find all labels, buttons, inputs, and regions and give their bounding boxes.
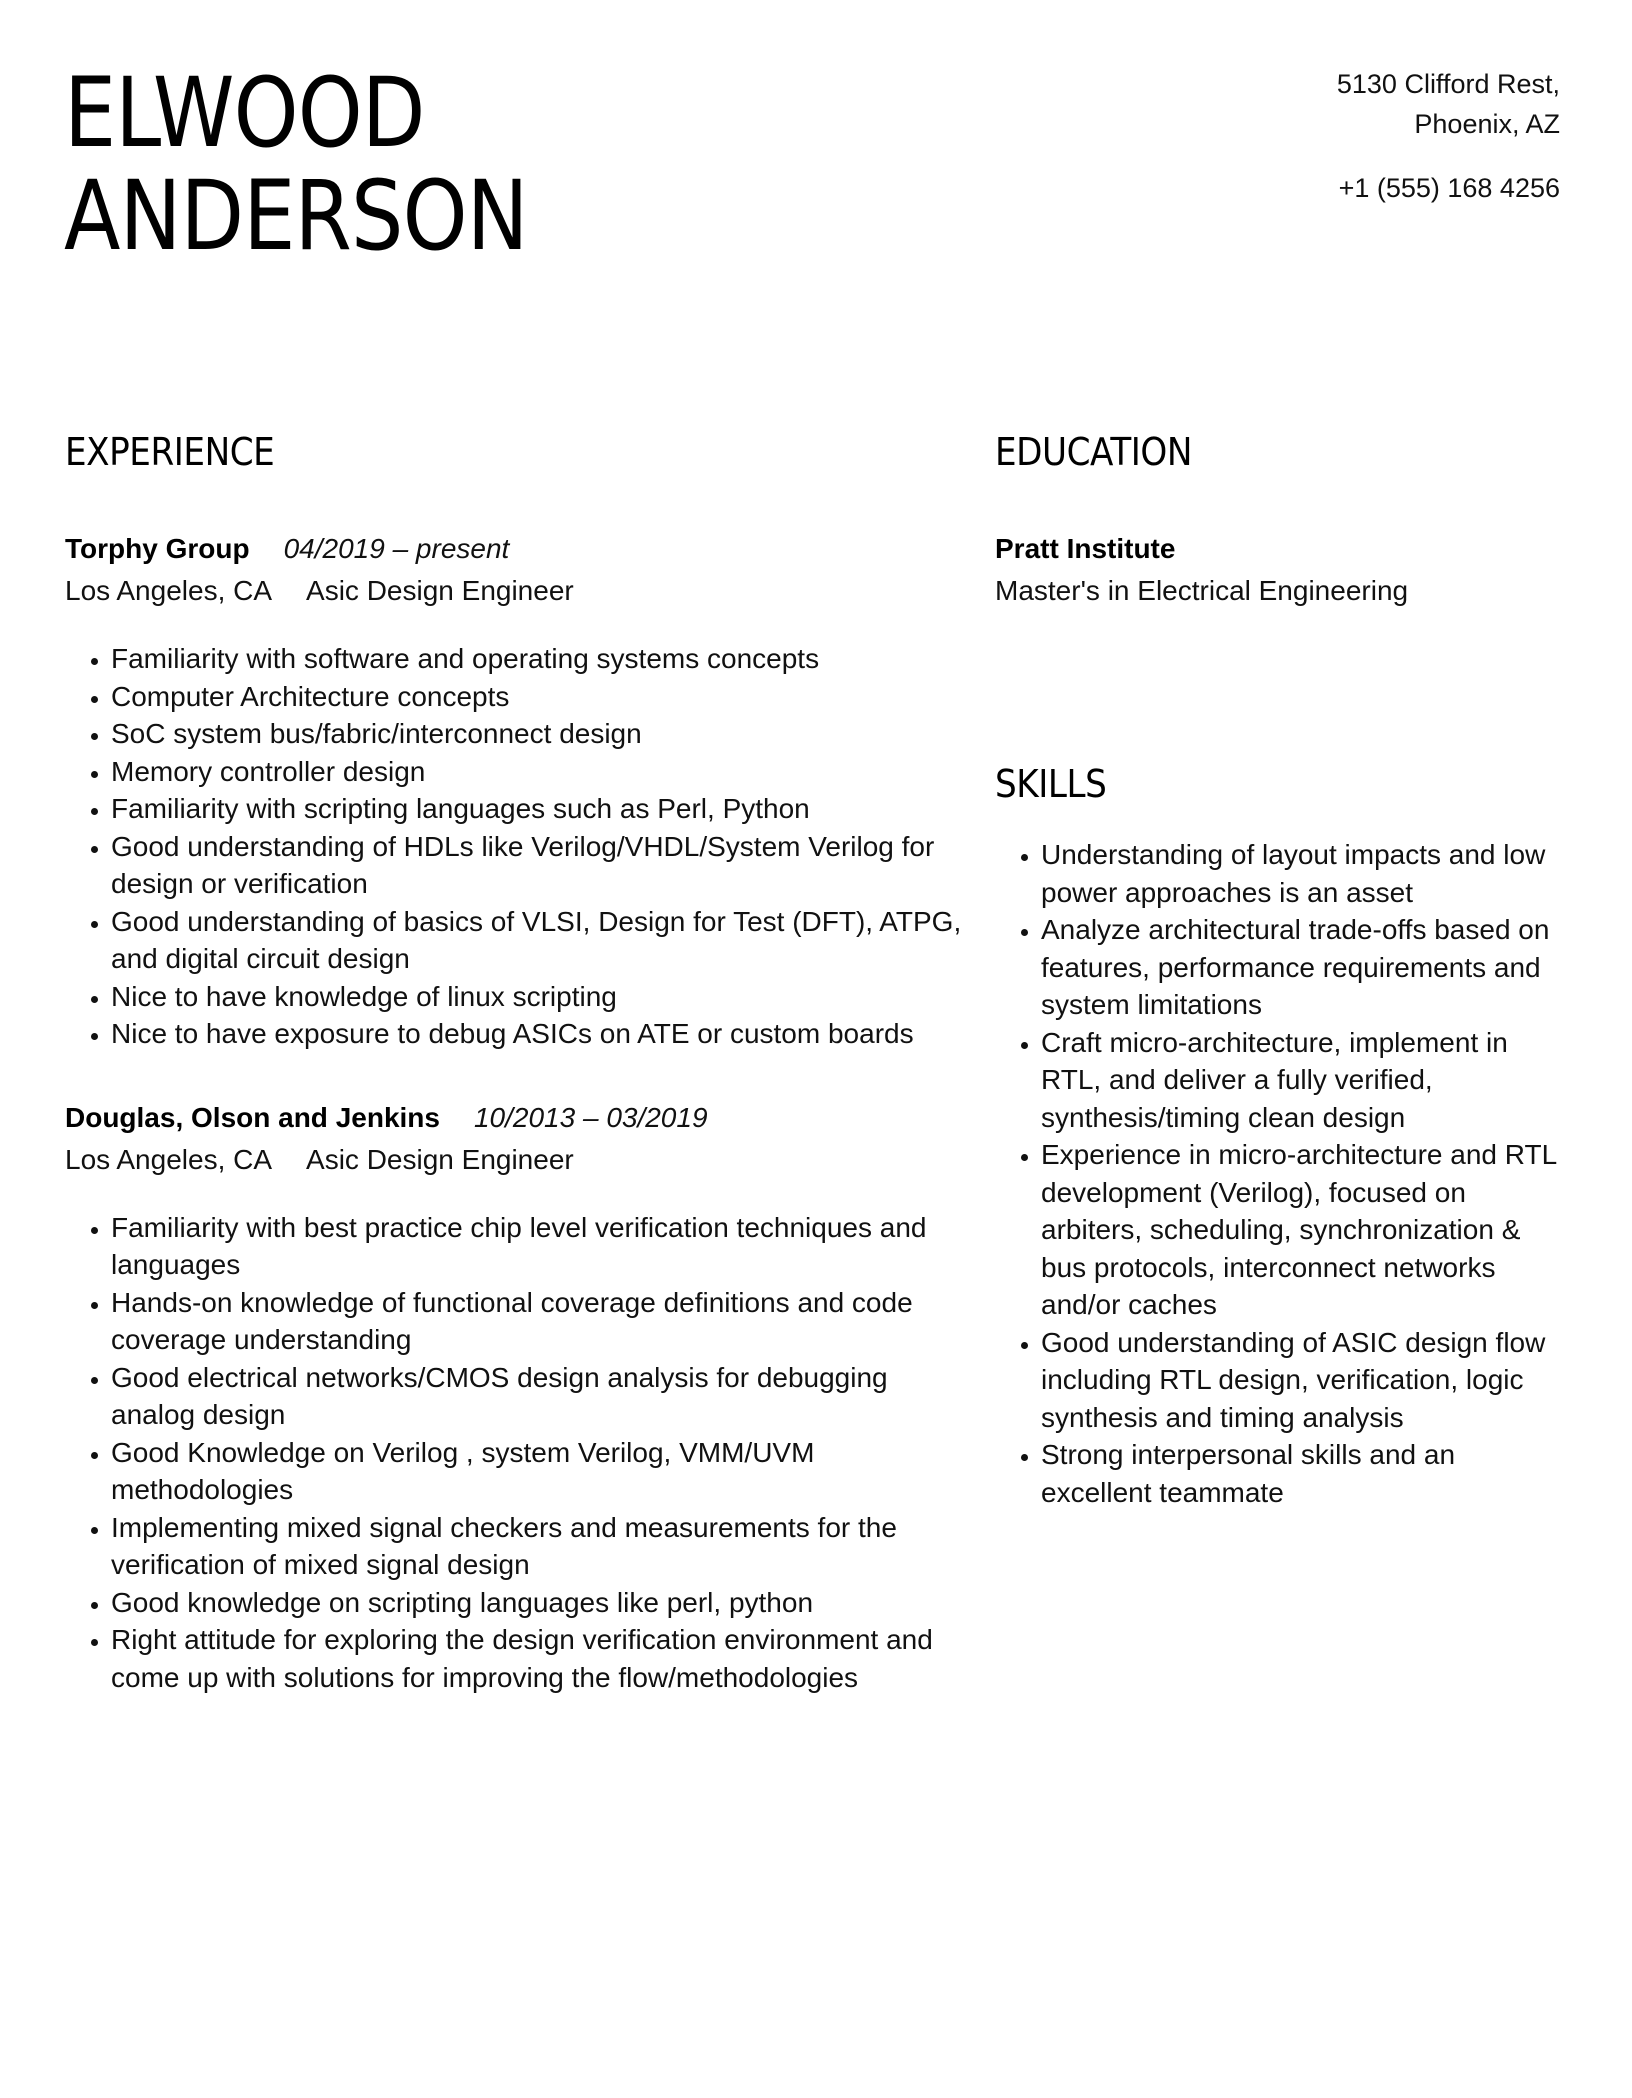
skills-heading: SKILLS xyxy=(995,762,1107,806)
list-item: • Implementing mixed signal checkers and measurements for the verification of mixed signal design xyxy=(111,1509,965,1584)
phone-number: +1 (555) 168 4256 xyxy=(1338,173,1560,203)
list-item: • Good understanding of ASIC design flow including RTL design, verification, logic synthesis and timing analysis xyxy=(1041,1324,1561,1437)
list-item: • Strong interpersonal skills and an excellent teammate xyxy=(1041,1436,1561,1511)
experience-heading: EXPERIENCE xyxy=(65,430,275,474)
list-item: • Understanding of layout impacts and low power approaches is an asset xyxy=(1041,836,1561,911)
list-item: • Craft micro-architecture, implement in RTL, and deliver a fully verified, synthesis/timing clean design xyxy=(1041,1024,1561,1137)
list-item: • Good electrical networks/CMOS design analysis for debugging analog design xyxy=(111,1359,965,1434)
job-subheader xyxy=(65,570,965,612)
job-dates: 10/2013 – 03/2019 xyxy=(473,1101,708,1133)
education-entry xyxy=(995,528,1575,612)
name-first: ELWOOD xyxy=(64,57,425,169)
list-item: • Nice to have exposure to debug ASICs on ATE or custom boards xyxy=(111,1015,965,1053)
candidate-name xyxy=(64,57,528,272)
education-section xyxy=(995,428,1575,612)
list-item: • Good knowledge on scripting languages like perl, python xyxy=(111,1584,965,1622)
job-location: Los Angeles, CA xyxy=(65,575,273,606)
job-entry xyxy=(65,1097,965,1697)
list-item: • Right attitude for exploring the design verification environment and come up with solutions for improving the flow/methodologies xyxy=(111,1621,965,1696)
job-dates: 04/2019 – present xyxy=(283,533,510,564)
job-entry xyxy=(65,528,965,1053)
name-last: ANDERSON xyxy=(64,160,528,272)
job-header xyxy=(65,1097,965,1139)
sidebar-column xyxy=(995,428,1575,1511)
company-name: Douglas, Olson and Jenkins xyxy=(65,1101,440,1133)
skills-section xyxy=(995,760,1575,1511)
list-item: • Nice to have knowledge of linux scripting xyxy=(111,978,965,1016)
list-item: • Familiarity with best practice chip level verification techniques and languages xyxy=(111,1209,965,1284)
company-name: Torphy Group xyxy=(65,533,250,564)
list-item: • Good Knowledge on Verilog , system Verilog, VMM/UVM methodologies xyxy=(111,1434,965,1509)
school-name: Pratt Institute xyxy=(995,533,1176,564)
job-bullet-list xyxy=(65,1209,965,1697)
job-location: Los Angeles, CA xyxy=(65,1143,273,1175)
education-heading: EDUCATION xyxy=(995,430,1193,474)
job-bullet-list xyxy=(65,640,965,1053)
skills-list xyxy=(995,836,1561,1511)
job-title: Asic Design Engineer xyxy=(306,575,574,606)
list-item: • SoC system bus/fabric/interconnect design xyxy=(111,715,965,753)
job-title: Asic Design Engineer xyxy=(306,1143,574,1175)
list-item: • Experience in micro-architecture and RTL development (Verilog), focused on arbiters, scheduling, synchronization & bus protocols, interconnect networks and/or caches xyxy=(1041,1136,1561,1324)
list-item: • Computer Architecture concepts xyxy=(111,678,965,716)
experience-section xyxy=(65,428,965,1696)
list-item: • Memory controller design xyxy=(111,753,965,791)
degree: Master's in Electrical Engineering xyxy=(995,575,1409,606)
job-header xyxy=(65,528,965,570)
address-line-1: 5130 Clifford Rest, xyxy=(1336,69,1560,99)
list-item: • Hands-on knowledge of functional coverage definitions and code coverage understanding xyxy=(111,1284,965,1359)
list-item: • Analyze architectural trade-offs based on features, performance requirements and system limitations xyxy=(1041,911,1561,1024)
list-item: • Good understanding of basics of VLSI, Design for Test (DFT), ATPG, and digital circuit design xyxy=(111,903,965,978)
list-item: • Familiarity with software and operating systems concepts xyxy=(111,640,965,678)
job-subheader xyxy=(65,1139,965,1181)
list-item: • Good understanding of HDLs like Verilog/VHDL/System Verilog for design or verification xyxy=(111,828,965,903)
address-line-2: Phoenix, AZ xyxy=(1414,109,1560,139)
list-item: • Familiarity with scripting languages such as Perl, Python xyxy=(111,790,965,828)
contact-info xyxy=(1337,64,1560,208)
